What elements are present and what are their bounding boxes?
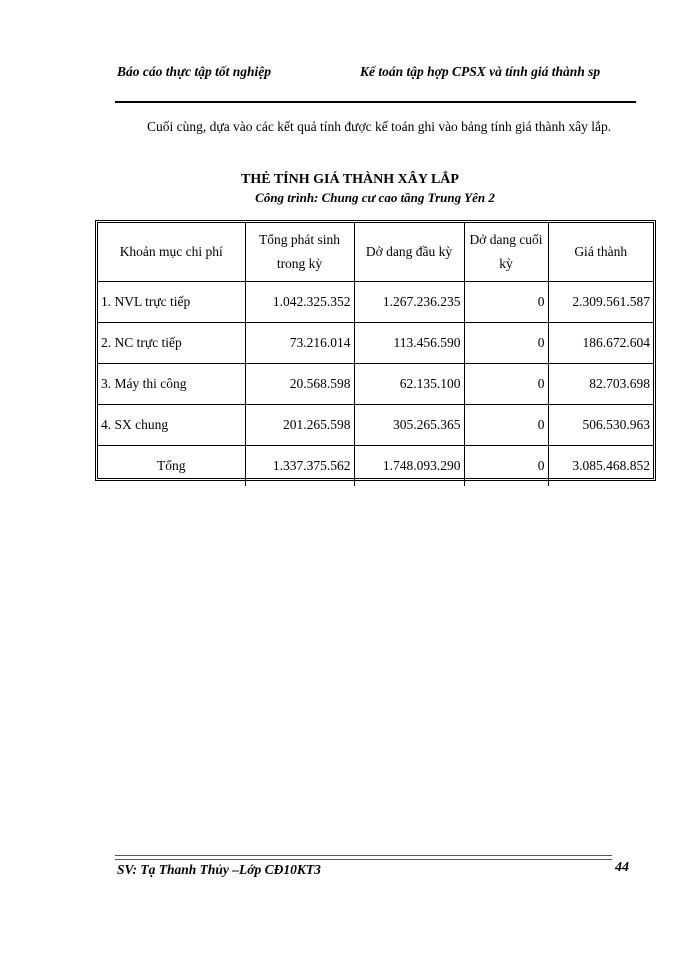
row-label: 2. NC trực tiếp xyxy=(98,323,245,364)
header-divider xyxy=(115,101,636,103)
table-cell: 0 xyxy=(464,446,548,487)
table-cell: 1.042.325.352 xyxy=(245,282,354,323)
table-cell: 2.309.561.587 xyxy=(548,282,653,323)
table-cell: 186.672.604 xyxy=(548,323,653,364)
table-cell: 20.568.598 xyxy=(245,364,354,405)
table-cell: 62.135.100 xyxy=(354,364,464,405)
cost-table xyxy=(95,220,656,481)
row-label: 3. Máy thi công xyxy=(98,364,245,405)
footer-student-info: SV: Tạ Thanh Thủy –Lớp CĐ10KT3 xyxy=(117,862,321,877)
table-cell: 0 xyxy=(464,282,548,323)
column-header: Khoản mục chi phí xyxy=(98,223,245,282)
row-label: 4. SX chung xyxy=(98,405,245,446)
header-topic-title: Kế toán tập hợp CPSX và tính giá thành sp xyxy=(360,64,601,79)
table-subtitle: Công trình: Chung cư cao tầng Trung Yên 2 xyxy=(255,190,495,205)
table-cell: 82.703.698 xyxy=(548,364,653,405)
table-cell: 506.530.963 xyxy=(548,405,653,446)
table-header-row xyxy=(98,223,653,282)
column-header: Dở dang cuối kỳ xyxy=(464,223,548,282)
table-cell: 1.337.375.562 xyxy=(245,446,354,487)
table-cell: 0 xyxy=(464,323,548,364)
table-cell: 0 xyxy=(464,364,548,405)
footer-divider xyxy=(115,855,612,860)
table-cell: 201.265.598 xyxy=(245,405,354,446)
table-row xyxy=(98,405,653,446)
intro-paragraph: Cuối cùng, dựa vào các kết quả tính được kế toán ghi vào bảng tính giá thành xây lắp. xyxy=(147,119,612,134)
page-number: 44 xyxy=(615,860,629,875)
table-row xyxy=(98,282,653,323)
row-label: Tổng xyxy=(98,446,245,487)
header-report-title: Báo cáo thực tập tốt nghiệp xyxy=(117,64,271,79)
row-label: 1. NVL trực tiếp xyxy=(98,282,245,323)
column-header: Giá thành xyxy=(548,223,653,282)
table-cell: 305.265.365 xyxy=(354,405,464,446)
table-cell: 73.216.014 xyxy=(245,323,354,364)
table-cell: 113.456.590 xyxy=(354,323,464,364)
table-cell: 3.085.468.852 xyxy=(548,446,653,487)
column-header: Dở dang đầu kỳ xyxy=(354,223,464,282)
column-header: Tổng phát sinh trong kỳ xyxy=(245,223,354,282)
table-cell: 1.748.093.290 xyxy=(354,446,464,487)
table-title: THẺ TÍNH GIÁ THÀNH XÂY LẮP xyxy=(241,172,459,187)
table-total-row xyxy=(98,446,653,487)
table-row xyxy=(98,323,653,364)
table-cell: 0 xyxy=(464,405,548,446)
table-row xyxy=(98,364,653,405)
table-cell: 1.267.236.235 xyxy=(354,282,464,323)
